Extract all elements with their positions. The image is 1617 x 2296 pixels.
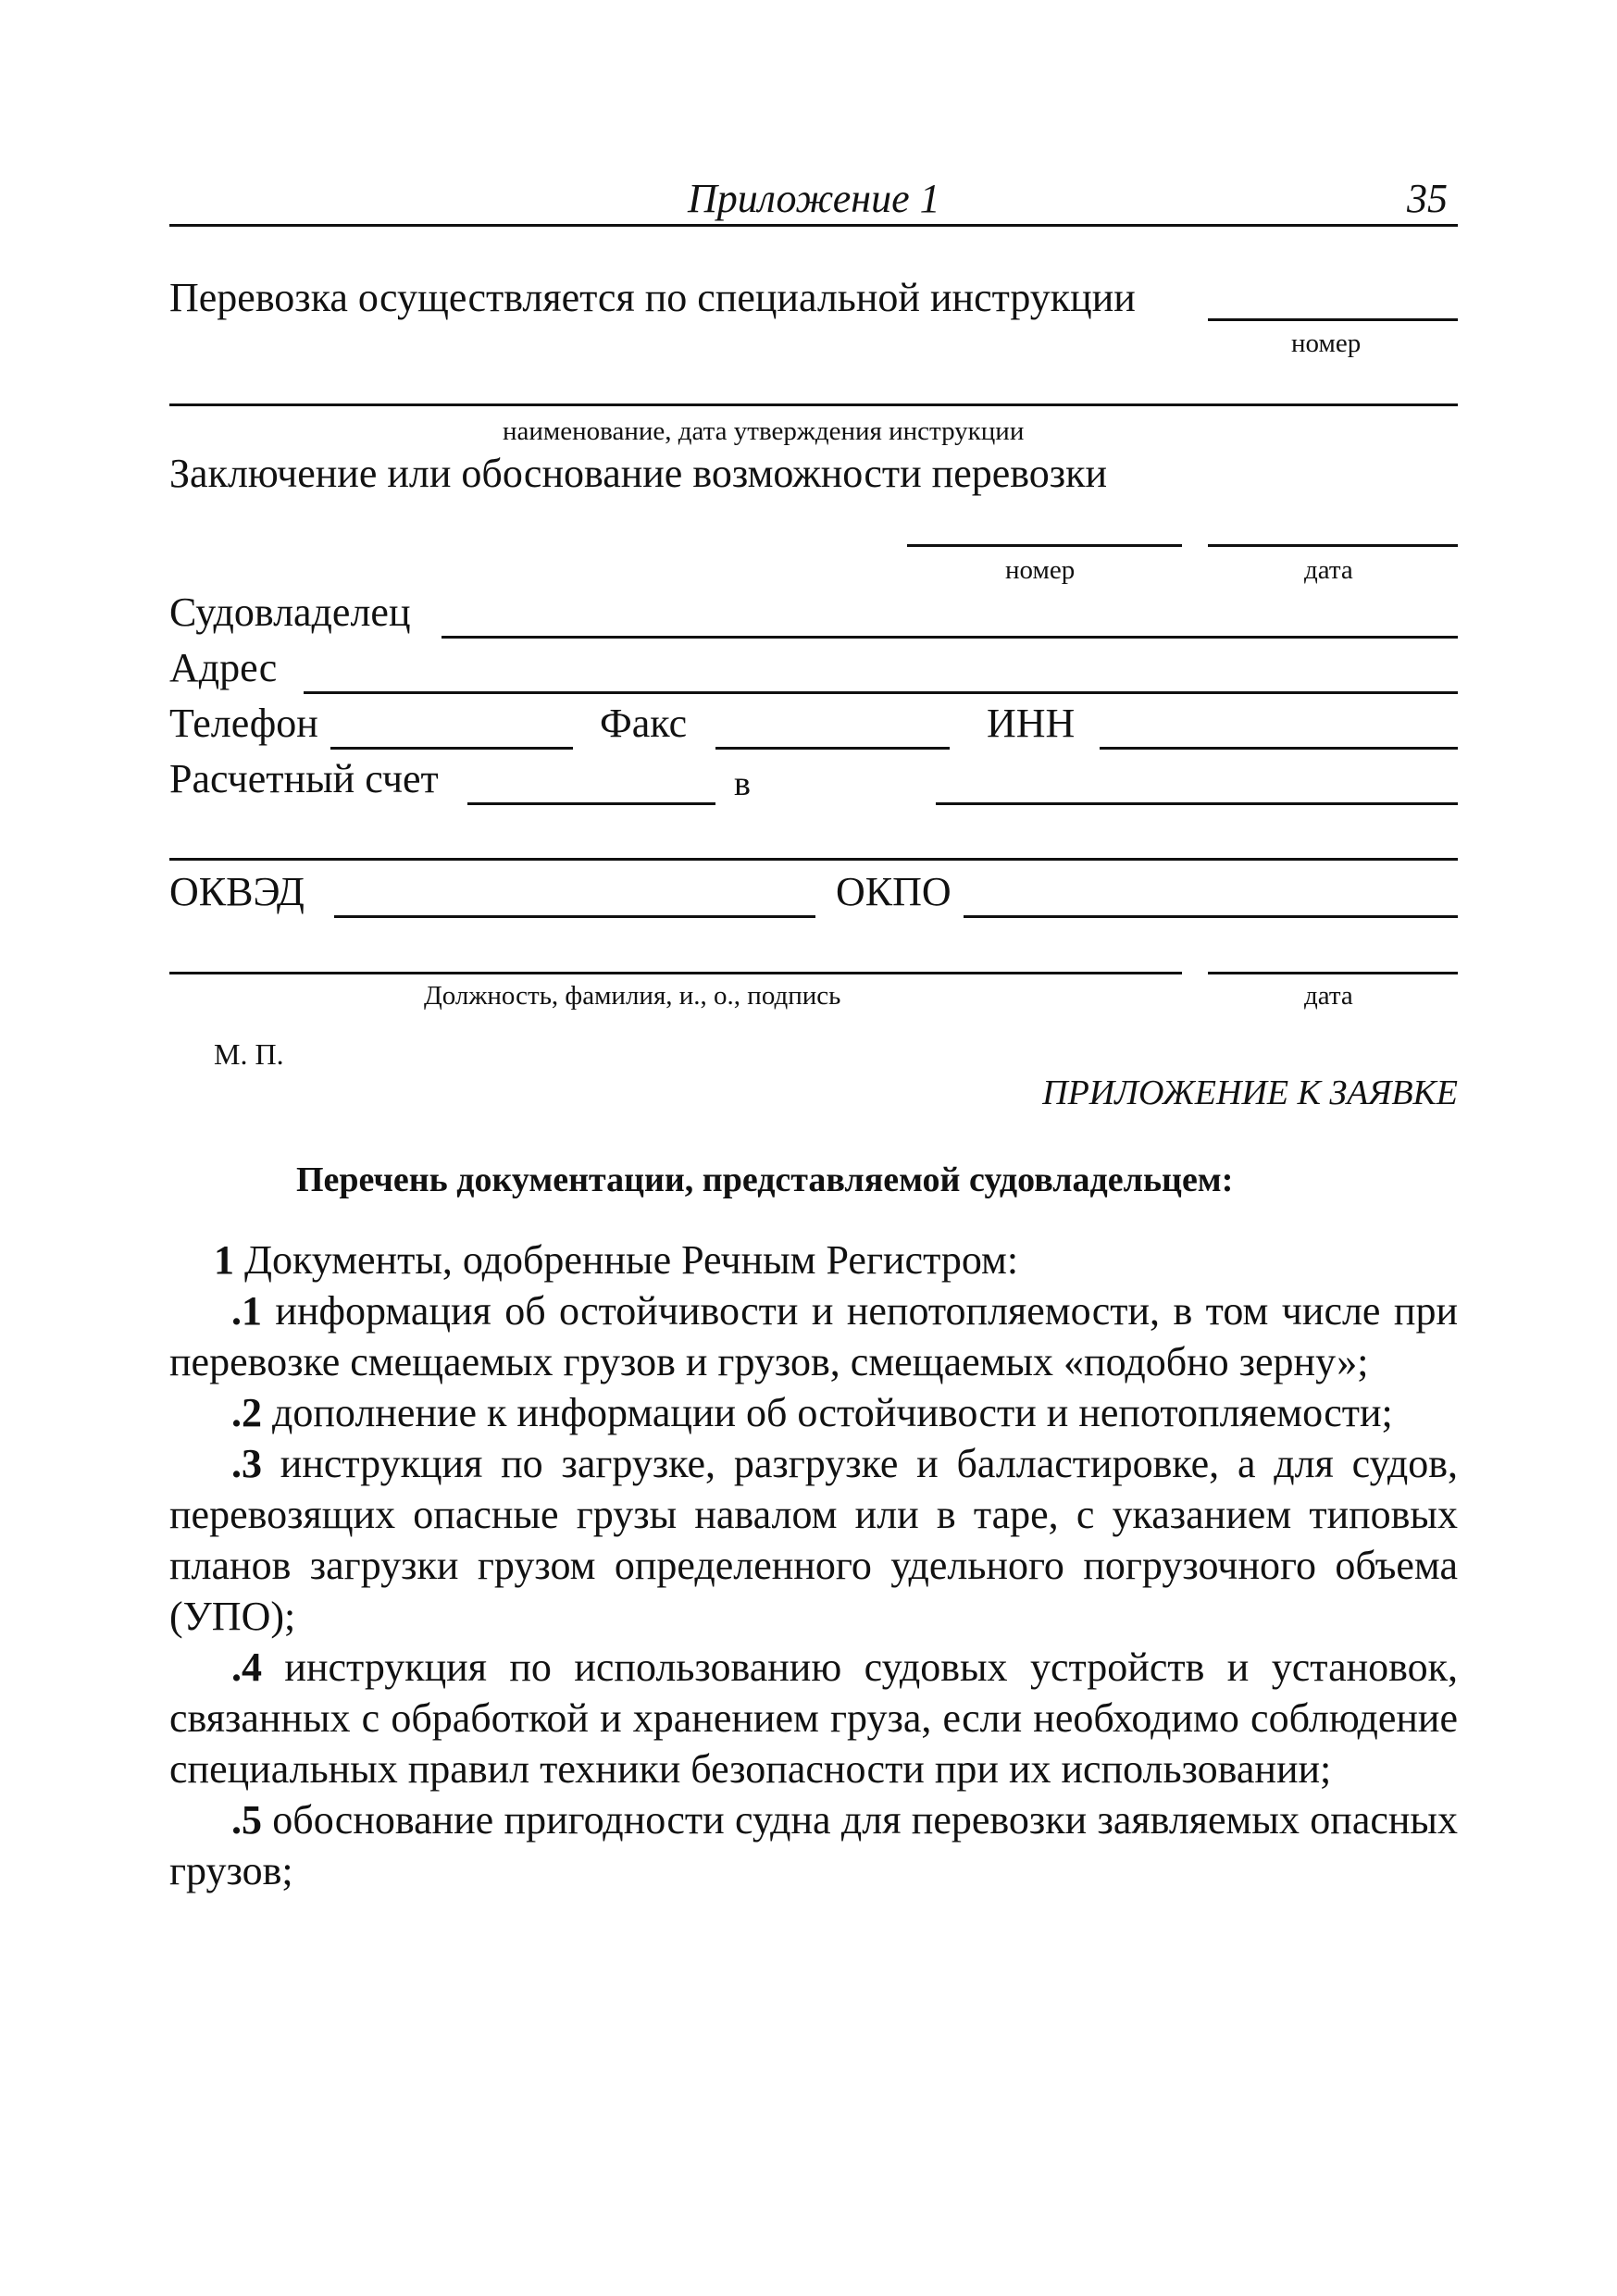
- okpo-label: ОКПО: [836, 869, 952, 914]
- signature-date-field[interactable]: [1208, 972, 1458, 974]
- document-page: [169, 0, 1458, 2296]
- instruction-name-field[interactable]: [169, 403, 1458, 406]
- address-field[interactable]: [304, 691, 1458, 694]
- owner-field[interactable]: [442, 636, 1458, 639]
- phone-label: Телефон: [169, 701, 318, 746]
- conclusion-date-caption: дата: [1304, 555, 1353, 585]
- account-field[interactable]: [467, 802, 715, 805]
- account-label: Расчетный счет: [169, 756, 439, 801]
- list-item-number: .5: [231, 1797, 262, 1843]
- page-number: 35: [1407, 176, 1448, 221]
- list-item: [169, 1387, 1458, 1438]
- list-item-number: .4: [231, 1644, 262, 1690]
- running-header-title: Приложение 1: [688, 176, 940, 221]
- instruction-label: Перевозка осуществляется по специальной инструкции: [169, 275, 1136, 320]
- list-item-text: информация об остойчивости и непотопляемости, в том числе при перевозке смещаемых грузов и грузов, смещаемых «подобно зерну»;: [169, 1288, 1458, 1384]
- list-item-number: .2: [231, 1390, 262, 1435]
- account-in-label: в: [734, 764, 751, 803]
- address-label: Адрес: [169, 645, 278, 690]
- owner-label: Судовладелец: [169, 590, 411, 635]
- signature-caption: Должность, фамилия, и., о., подпись: [424, 981, 841, 1011]
- list-item: [169, 1642, 1458, 1794]
- conclusion-number-caption: номер: [1005, 555, 1076, 585]
- okved-label: ОКВЭД: [169, 869, 305, 914]
- document-list-title: Перечень документации, представляемой судовладельцем:: [296, 1160, 1234, 1199]
- list-item-text: Документы, одобренные Речным Регистром:: [234, 1237, 1019, 1283]
- okved-field[interactable]: [334, 915, 815, 918]
- stamp-label: М. П.: [214, 1037, 284, 1071]
- list-item-number: .1: [231, 1288, 262, 1334]
- list-item-text: обоснование пригодности судна для перевозки заявляемых опасных грузов;: [169, 1797, 1458, 1893]
- signature-date-caption: дата: [1304, 981, 1353, 1011]
- document-list: [169, 1235, 1458, 1896]
- phone-field[interactable]: [330, 747, 573, 750]
- list-item: [169, 1285, 1458, 1387]
- list-item: [169, 1438, 1458, 1642]
- header-rule: [169, 224, 1458, 227]
- conclusion-date-field[interactable]: [1208, 544, 1458, 547]
- inn-label: ИНН: [987, 701, 1076, 746]
- fax-label: Факс: [600, 701, 688, 746]
- bank-continuation-field[interactable]: [169, 858, 1458, 861]
- conclusion-number-field[interactable]: [907, 544, 1182, 547]
- appendix-heading: ПРИЛОЖЕНИЕ К ЗАЯВКЕ: [1042, 1074, 1458, 1112]
- bank-field[interactable]: [936, 802, 1458, 805]
- signature-field[interactable]: [169, 972, 1182, 974]
- list-item: [169, 1235, 1458, 1285]
- list-item-number: 1: [214, 1237, 234, 1283]
- instruction-number-caption: номер: [1291, 329, 1362, 358]
- list-item-text: инструкция по загрузке, разгрузке и балластировке, а для судов, перевозящих опасные грузы навалом или в таре, с указанием типовых планов загрузки грузом определенного удельного погрузочного объема (УПО);: [169, 1441, 1458, 1639]
- list-item-text: дополнение к информации об остойчивости и непотопляемости;: [262, 1390, 1393, 1435]
- instruction-number-field[interactable]: [1208, 318, 1458, 321]
- fax-field[interactable]: [715, 747, 950, 750]
- list-item: [169, 1794, 1458, 1896]
- list-item-text: инструкция по использованию судовых устройств и установок, связанных с обработкой и хранением груза, если необходимо соблюдение специальных правил техники безопасности при их использовании;: [169, 1644, 1458, 1792]
- okpo-field[interactable]: [964, 915, 1458, 918]
- list-item-number: .3: [231, 1441, 262, 1486]
- conclusion-label: Заключение или обоснование возможности перевозки: [169, 451, 1108, 496]
- instruction-name-caption: наименование, дата утверждения инструкции: [503, 416, 1025, 446]
- inn-field[interactable]: [1100, 747, 1458, 750]
